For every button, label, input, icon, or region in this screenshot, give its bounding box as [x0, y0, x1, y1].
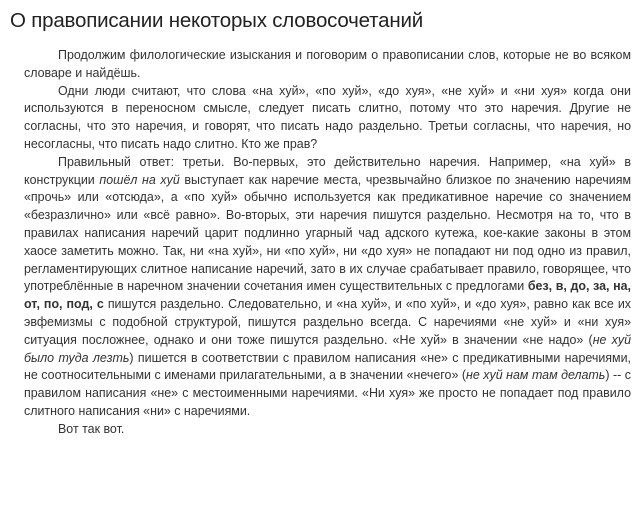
paragraph-intro: Продолжим филологические изыскания и поговорим о правописании слов, которые не во всяком словаре и найдёшь. [24, 48, 631, 80]
answer-text-5: ) -- с правилом написания «не» с местоименными наречиями. «Ни хуя» же просто не попадает под правило слитного написания «ни» с наречиями. [24, 368, 631, 418]
paragraph-answer [24, 154, 631, 421]
prepositions-list: без, в, до, за, на, от, по, под, с [24, 279, 631, 312]
example-poshel: пошёл на хуй [99, 172, 180, 187]
paragraph-closing: Вот так вот. [58, 421, 125, 436]
article-body [10, 47, 632, 439]
paragraph-opinions: Одни люди считают, что слова «на хуй», «по хуй», «до хуя», «не хуй» и «ни хуя» когда они используются в переносном смысле, следует писать слитно, потому что это наречия. Другие не согласны, что это наречия, и говорят, что писать надо раздельно. Третьи согласны, что наречия, но несогласны, что писать надо слитно. Кто же прав? [24, 83, 631, 151]
answer-text-1: Правильный ответ: третьи. Во-первых, это действительно наречия. Например, «на хуй» в конструкции [24, 154, 631, 187]
example-delat: не хуй нам там делать [466, 368, 606, 383]
answer-text-2: выступает как наречие места, чрезвычайно близкое по значению наречиям «прочь» или «отсюда», а «по хуй» обычно используется как предикативное наречие со значением «безразлично» или «всё равно». Во-вторых, эти наречия пишутся раздельно. Несмотря на то, что в правилах написания наречий царит подлинно угарный чад адского кутежа, кое-какие законы в этом хаосе заметить можно. Так, ни «на хуй», ни «по хуй», ни «до хуя» не попадают ни под одно из правил, регламентирующих слитное написание наречий, зато в их случае срабатывает правило, говорящее, что употреблённые в наречном значении сочетания имен существительных с предлогами [24, 172, 632, 294]
answer-text-3: пишутся раздельно. Следовательно, и «на хуй», и «по хуй», и «до хуя», равно как все их эвфемизмы с подобной структурой, пишутся раздельно всегда. С наречиями «не хуй» и «ни хуя» ситуация посложнее, однако и они тоже пишутся раздельно. «Не хуй» в значении «не надо» ( [24, 297, 631, 347]
answer-text-4: ) пишется в соответствии с правилом написания «не» с предикативными наречиями, не соотносительными с именами прилагательными, а в значении «нечего» ( [24, 350, 632, 383]
article-title: О правописании некоторых словосочетаний [10, 9, 423, 32]
example-lezt: не хуй было туда лезть [24, 332, 632, 365]
